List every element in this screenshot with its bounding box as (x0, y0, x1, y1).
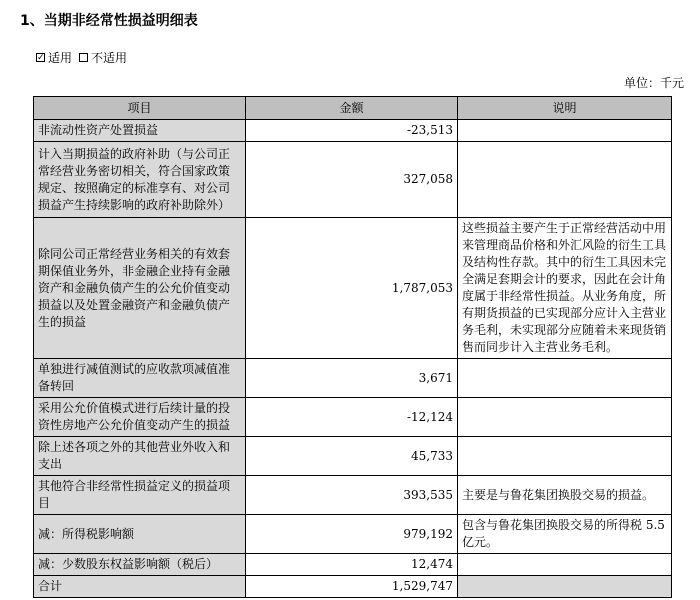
row-amount: -23,513 (246, 120, 458, 142)
row-amount: 3,671 (246, 359, 458, 398)
row-item: 非流动性资产处置损益 (34, 120, 246, 142)
row-amount: 327,058 (246, 142, 458, 218)
table-row (34, 359, 672, 398)
row-item: 单独进行减值测试的应收款项减值准备转回 (34, 359, 246, 398)
not-applicable-label: 不适用 (91, 51, 128, 65)
row-amount: -12,124 (246, 398, 458, 437)
row-item: 合计 (34, 576, 246, 598)
row-note (458, 554, 672, 576)
row-item: 减：少数股东权益影响额（税后） (34, 554, 246, 576)
row-item: 采用公允价值模式进行后续计量的投资性房地产公允价值变动产生的损益 (34, 398, 246, 437)
table-row (34, 437, 672, 476)
row-note: 主要是与鲁花集团换股交易的损益。 (458, 476, 672, 515)
row-amount: 12,474 (246, 554, 458, 576)
row-item: 除同公司正常经营业务相关的有效套期保值业务外，非金融企业持有金融资产和金融负债产生的公允价值变动损益以及处置金融资产和金融负债产生的损益 (34, 218, 246, 359)
applicability-options (36, 49, 127, 66)
section-title: 1、当期非经常性损益明细表 (20, 13, 198, 29)
applicable-label: 适用 (48, 51, 73, 65)
table-header-row (34, 97, 672, 120)
row-note (458, 576, 672, 598)
row-amount: 1,529,747 (246, 576, 458, 598)
row-amount: 45,733 (246, 437, 458, 476)
row-item: 减：所得税影响额 (34, 515, 246, 554)
header-item: 项目 (34, 97, 246, 120)
table-row (34, 142, 672, 218)
row-note (458, 437, 672, 476)
row-item: 计入当期损益的政府补助（与公司正常经营业务密切相关，符合国家政策规定、按照确定的标准享有、对公司损益产生持续影响的政府补助除外） (34, 142, 246, 218)
header-note: 说明 (458, 97, 672, 120)
row-amount: 1,787,053 (246, 218, 458, 359)
row-note (458, 120, 672, 142)
unit-label: 单位：千元 (623, 76, 684, 90)
row-item: 其他符合非经常性损益定义的损益项目 (34, 476, 246, 515)
not-applicable-checkbox[interactable] (79, 53, 88, 62)
non-recurring-items-table (33, 96, 672, 598)
row-note: 包含与鲁花集团换股交易的所得税 5.5 亿元。 (458, 515, 672, 554)
table-row (34, 218, 672, 359)
row-item: 除上述各项之外的其他营业外收入和支出 (34, 437, 246, 476)
table-row (34, 554, 672, 576)
row-note (458, 142, 672, 218)
header-amount: 金额 (246, 97, 458, 120)
row-amount: 393,535 (246, 476, 458, 515)
table-row (34, 515, 672, 554)
row-amount: 979,192 (246, 515, 458, 554)
row-note (458, 359, 672, 398)
row-note: 这些损益主要产生于正常经营活动中用来管理商品价格和外汇风险的衍生工具及结构性存款。其中的衍生工具因未完全满足套期会计的要求，因此在会计角度属于非经常性损益。从业务角度，所有期货损益的已实现部分应计入主营业务毛利，未实现部分应随着未来现货销售而同步计入主营业务毛利。 (458, 218, 672, 359)
table-row (34, 120, 672, 142)
table-row (34, 476, 672, 515)
applicable-checkbox[interactable]: ✓ (37, 53, 45, 63)
table-row-total (34, 576, 672, 598)
row-note (458, 398, 672, 437)
table-row (34, 398, 672, 437)
